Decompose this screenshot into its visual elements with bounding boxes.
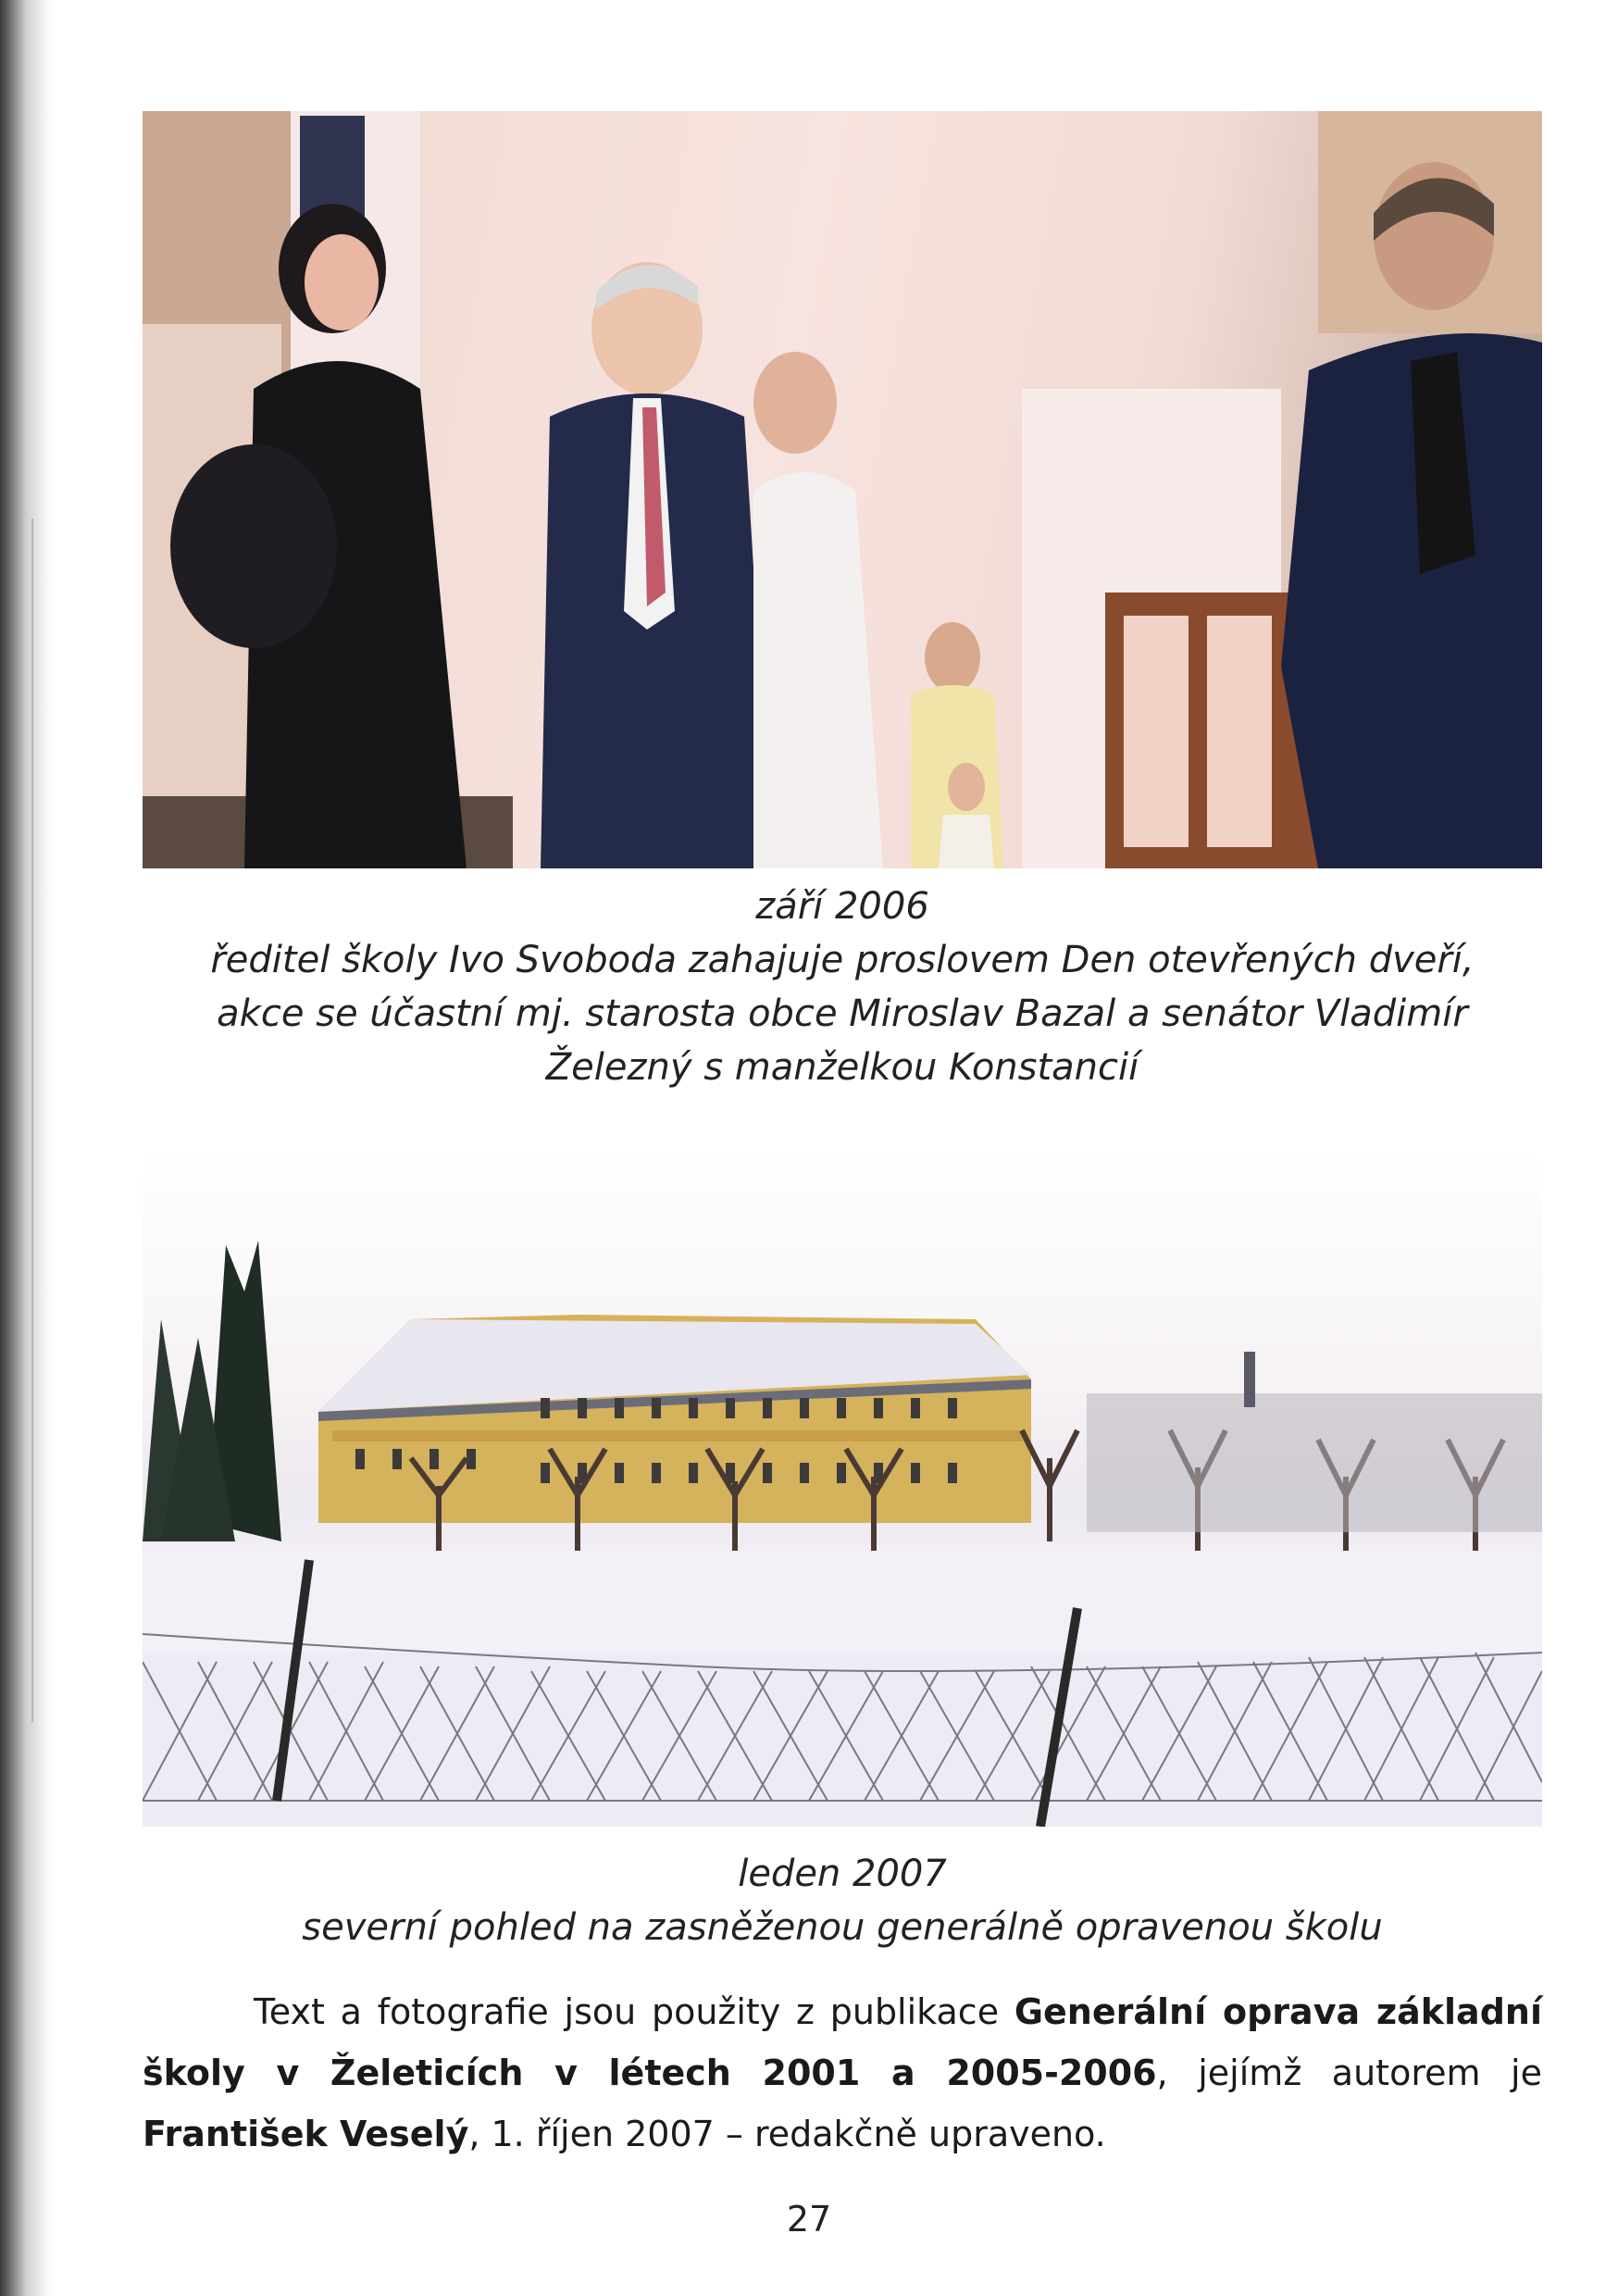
man-in-white bbox=[753, 472, 883, 868]
credit-text: , 1. říjen 2007 – redakčně upraveno. bbox=[468, 2114, 1106, 2154]
church-tower bbox=[1244, 1352, 1255, 1407]
school-winter-drawing bbox=[143, 1153, 1542, 1827]
page-number: 27 bbox=[786, 2199, 832, 2240]
school-winter-photo bbox=[143, 1153, 1542, 1827]
caption-line: akce se účastní mj. starosta obce Miroslav Bazal a senátor Vladimír bbox=[217, 992, 1468, 1035]
caption-date: leden 2007 bbox=[738, 1853, 947, 1895]
school-winter-caption bbox=[143, 1847, 1542, 1954]
open-day-photo-drawing bbox=[143, 111, 1542, 868]
caption-line: ředitel školy Ivo Svoboda zahajuje proslovem Den otevřených dveří, bbox=[210, 939, 1475, 981]
scan-binding-shadow bbox=[0, 0, 54, 2296]
source-credit-paragraph bbox=[143, 1981, 1542, 2165]
handbag bbox=[170, 444, 337, 648]
caption-line: Železný s manželkou Konstancií bbox=[545, 1046, 1139, 1089]
credit-text: , jejímž autorem je bbox=[1156, 2053, 1542, 2093]
senator-jacket bbox=[1281, 333, 1542, 868]
author-name: František Veselý bbox=[143, 2114, 469, 2154]
open-day-photo bbox=[143, 111, 1542, 868]
caption-date: září 2006 bbox=[755, 885, 929, 928]
caption-line: severní pohled na zasněženou generálně opravenou školu bbox=[302, 1906, 1383, 1949]
scan-binding-line bbox=[31, 518, 33, 1722]
credit-text: Text a fotografie jsou použity z publikace bbox=[254, 1991, 1014, 2032]
open-day-caption bbox=[143, 880, 1542, 1094]
publication-title: Generální oprava základní školy v Želeticích v létech 2001 a 2005-2006 bbox=[143, 1991, 1542, 2093]
